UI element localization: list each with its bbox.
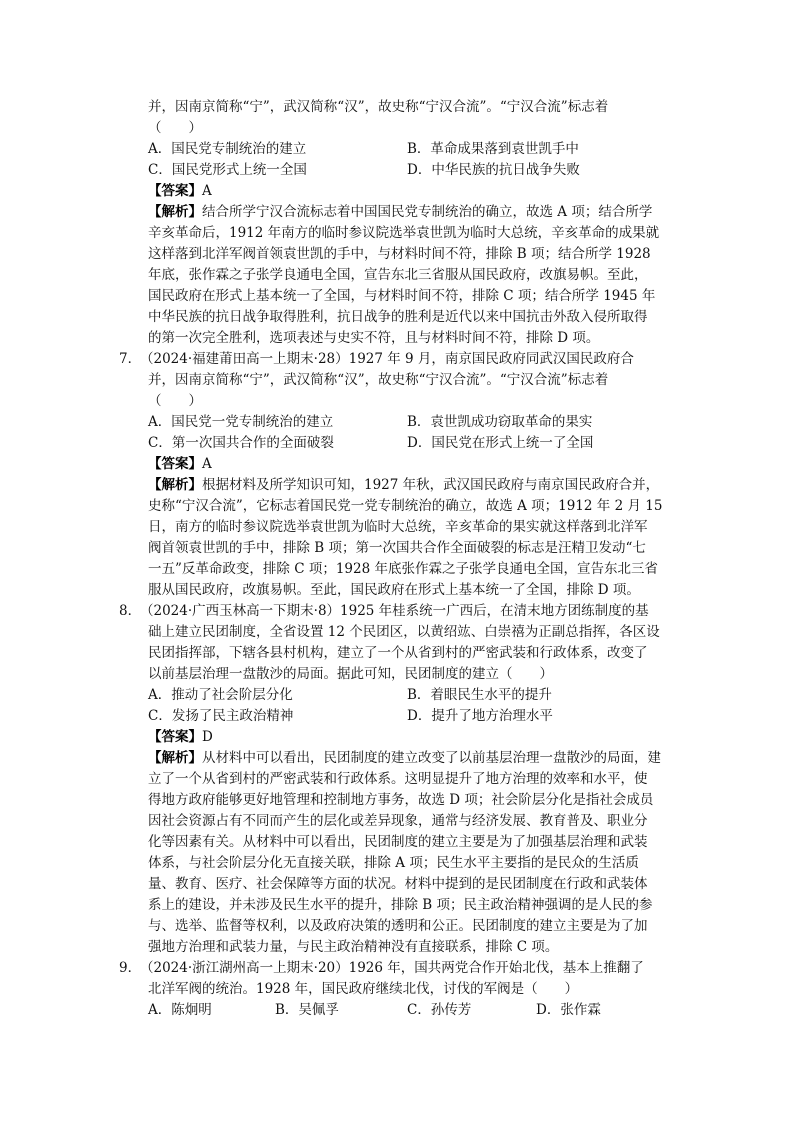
question-stem-line: （2024·福建莆田高一上期末·28）1927 年 9 月，南京国民政府同武汉国民政府合 [140, 351, 634, 367]
analysis-line: 中华民族的抗日战争取得胜利，抗日战争的胜利是近代以来中国抗击外敌入侵所取得 [148, 309, 648, 325]
analysis-line: 日，南方的临时参议院选举袁世凯为临时大总统，辛亥革命的果实就这样落到北洋军 [148, 519, 648, 535]
question-stem-line: （2024·浙江湖州高一上期末·20）1926 年，国共两党合作开始北伐，基本上推翻了 [140, 960, 644, 976]
analysis-line: 国民政府在形式上基本统一了全国，与材料时间不符，排除 C 项；结合所学 1945 年 [148, 288, 656, 304]
question-stem-line: 民团指挥部，下辖各县村机构，建立了一个从省到村的严密武装和行政体系，改变了 [148, 645, 648, 661]
option-b: B．袁世凯成功窃取革命的果实 [407, 414, 593, 430]
analysis-line: 史称“宁汉合流”，它标志着国民党一党专制统治的确立，故选 A 项；1912 年 2 月 15 [148, 498, 663, 514]
option-a: A．陈炯明 [148, 1002, 212, 1018]
analysis-line: 服从国民政府，改旗易帜。至此，国民政府在形式上基本统一了全国，排除 D 项。 [148, 582, 640, 598]
analysis-line: 【解析】结合所学宁汉合流标志着中国国民党专制统治的确立，故选 A 项；结合所学 [148, 204, 653, 220]
answer-line: 【答案】A [148, 456, 212, 472]
analysis-line: 【解析】根据材料及所学知识可知，1927 年秋，武汉国民政府与南京国民政府合并， [148, 477, 660, 493]
analysis-line: 体系，与社会阶层分化无直接关联，排除 A 项；民生水平主要指的是民众的生活质 [148, 855, 639, 871]
option-c: C．发扬了民主政治精神 [148, 708, 294, 724]
option-a: A．国民党专制统治的建立 [148, 141, 307, 157]
analysis-line: 这样落到北洋军阀首领袁世凯的手中，与材料时间不符，排除 B 项；结合所学 1928 [148, 246, 651, 262]
analysis-line: 的第一次完全胜利，选项表述与史实不符，且与材料时间不符，排除 D 项。 [148, 330, 600, 346]
option-b: B．着眼民生水平的提升 [407, 687, 552, 703]
answer-paren: （ ） [148, 393, 202, 409]
option-d: D．国民党在形式上统一了全国 [407, 435, 594, 451]
option-a: A．国民党一党专制统治的建立 [148, 414, 334, 430]
analysis-line: 因社会资源占有不同而产生的层化或差异现象，通常与经济发展、教育普及、职业分 [148, 813, 648, 829]
analysis-line: 强地方治理和武装力量，与民主政治精神没有直接联系，排除 C 项。 [148, 939, 559, 955]
question-stem-line: 并，因南京简称“宁”，武汉简称“汉”，故史称“宁汉合流”。“宁汉合流”标志着 [148, 372, 609, 388]
option-b: B．革命成果落到袁世凯手中 [407, 141, 579, 157]
analysis-line: 辛亥革命后，1912 年南方的临时参议院选举袁世凯为临时大总统，辛亥革命的成果就 [148, 225, 660, 241]
question-stem-line: （2024·广西玉林高一下期末·8）1925 年桂系统一广西后，在清末地方团练制度的基 [140, 603, 649, 619]
question-number: 8． [119, 603, 142, 619]
analysis-line: 系上的建设，并未涉及民生水平的提升，排除 B 项；民主政治精神强调的是人民的参 [148, 897, 653, 913]
answer-line: 【答案】D [148, 729, 213, 745]
analysis-line: 立了一个从省到村的严密武装和行政体系。这明显提升了地方治理的效率和水平，使 [148, 771, 648, 787]
option-b: B．吴佩孚 [275, 1002, 339, 1018]
analysis-line: 一五”反革命政变，排除 C 项；1928 年底张作霖之子张学良通电全国，宣告东北三省 [148, 561, 658, 577]
analysis-line: 【解析】从材料中可以看出，民团制度的建立改变了以前基层治理一盘散沙的局面，建 [148, 750, 661, 766]
option-c: C．国民党形式上统一全国 [148, 162, 307, 178]
option-a: A．推动了社会阶层分化 [148, 687, 293, 703]
analysis-line: 量、教育、医疗、社会保障等方面的状况。材料中提到的是民团制度在行政和武装体 [148, 876, 648, 892]
question-stem-line: 北洋军阀的统治。1928 年，国民政府继续北伐，讨伐的军阀是（ ） [148, 981, 579, 997]
question-number: 7． [119, 351, 142, 367]
question-number: 9． [119, 960, 142, 976]
answer-paren: （ ） [148, 120, 202, 136]
option-d: D．中华民族的抗日战争失败 [407, 162, 580, 178]
question-stem-line: 以前基层治理一盘散沙的局面。据此可知，民团制度的建立（ ） [148, 666, 553, 682]
option-d: D．提升了地方治理水平 [407, 708, 553, 724]
question-stem-line: 础上建立民团制度，全省设置 12 个民团区，以黄绍竑、白崇禧为正副总指挥，各区设 [148, 624, 660, 640]
analysis-line: 得地方政府能够更好地管理和控制地方事务，故选 D 项；社会阶层分化是指社会成员 [148, 792, 654, 808]
analysis-line: 与、选举、监督等权利，以及政府决策的透明和公正。民团制度的建立主要是为了加 [148, 918, 648, 934]
analysis-line: 年底，张作霖之子张学良通电全国，宣告东北三省服从国民政府，改旗易帜。至此， [148, 267, 648, 283]
option-c: C．第一次国共合作的全面破裂 [148, 435, 334, 451]
answer-line: 【答案】A [148, 183, 212, 199]
analysis-line: 化等因素有关。从材料中可以看出，民团制度的建立主要是为了加强基层治理和武装 [148, 834, 648, 850]
analysis-line: 阀首领袁世凯的手中，排除 B 项；第一次国共合作全面破裂的标志是汪精卫发动“七 [148, 540, 646, 556]
option-c: C．孙传芳 [407, 1002, 472, 1018]
option-d: D．张作霖 [536, 1002, 601, 1018]
question-stem-line: 并，因南京简称“宁”，武汉简称“汉”，故史称“宁汉合流”。“宁汉合流”标志着 [148, 99, 609, 115]
